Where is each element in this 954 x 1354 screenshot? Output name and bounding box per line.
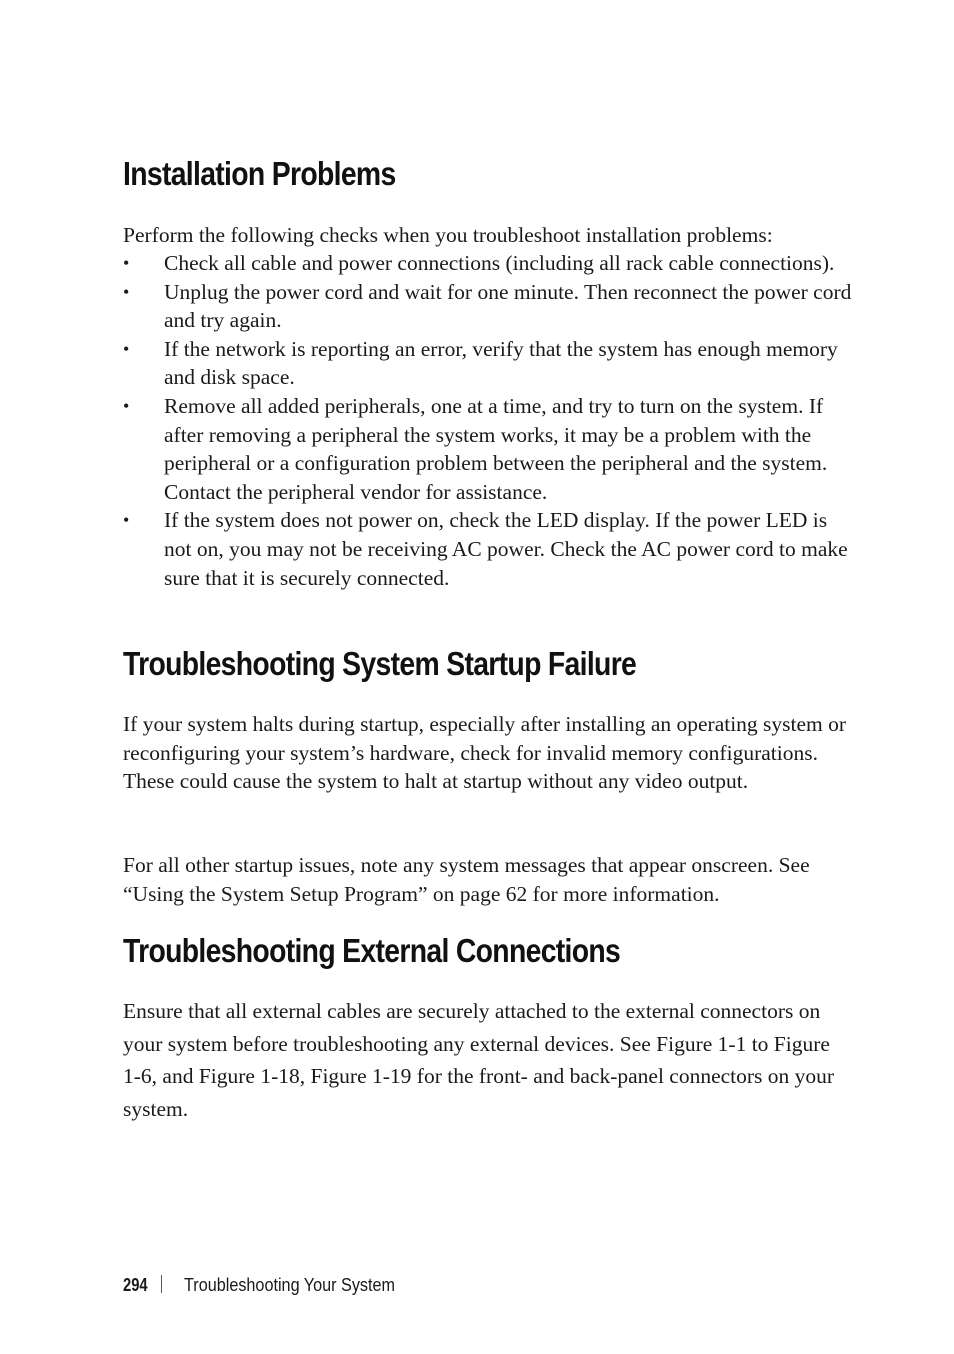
footer-section-title: Troubleshooting Your System <box>184 1275 396 1295</box>
list-item <box>123 278 853 335</box>
list-item <box>123 249 853 278</box>
startup-failure-paragraph-1: If your system halts during startup, especially after installing an operating system or reconfiguring your system’s hardware, check for invalid memory configurations. These could cause the system to halt at startup without any video output. <box>123 712 847 794</box>
list-item-text: Remove all added peripherals, one at a time, and try to turn on the system. If after removing a peripheral the system works, it may be a problem with the peripheral or a configuration problem between the peripheral and the system. Contact the peripheral vendor for assistance. <box>164 393 828 504</box>
list-item-text: Check all cable and power connections (including all rack cable connections). <box>164 251 835 275</box>
page-number: 294 <box>123 1275 148 1295</box>
section-heading-startup-failure: Troubleshooting System Startup Failure <box>123 645 637 682</box>
bullet-icon: • <box>123 510 130 531</box>
bullet-icon: • <box>123 253 130 273</box>
section-heading-installation-problems: Installation Problems <box>123 155 396 192</box>
list-item <box>123 392 853 506</box>
list-item-text: Unplug the power cord and wait for one minute. Then reconnect the power cord and try again. <box>164 279 852 333</box>
list-item-text: If the system does not power on, check the LED display. If the power LED is not on, you may not be receiving AC power. Check the AC power cord to make sure that it is securely connected. <box>164 508 848 590</box>
section-heading-external-connections: Troubleshooting External Connections <box>123 932 621 969</box>
bullet-icon: • <box>123 395 130 416</box>
installation-intro: Perform the following checks when you troubleshoot installation problems: <box>123 223 773 247</box>
external-connections-paragraph: Ensure that all external cables are securely attached to the external connectors on your system before troubleshooting any external devices. See Figure 1-1 to Figure 1-6, and Figure 1-18, Figure 1-19 for the front- and back-panel connectors on your system. <box>123 999 835 1122</box>
bullet-icon: • <box>123 338 130 359</box>
bullet-icon: • <box>123 281 130 302</box>
list-item <box>123 506 853 592</box>
startup-failure-paragraph-2: For all other startup issues, note any system messages that appear onscreen. See “Using the System Setup Program” on page 62 for more information. <box>123 853 810 906</box>
list-item-text: If the network is reporting an error, verify that the system has enough memory and disk space. <box>164 336 838 390</box>
page-footer <box>123 1272 418 1298</box>
footer-divider <box>161 1275 162 1293</box>
list-item <box>123 335 853 392</box>
installation-checklist <box>123 249 853 592</box>
